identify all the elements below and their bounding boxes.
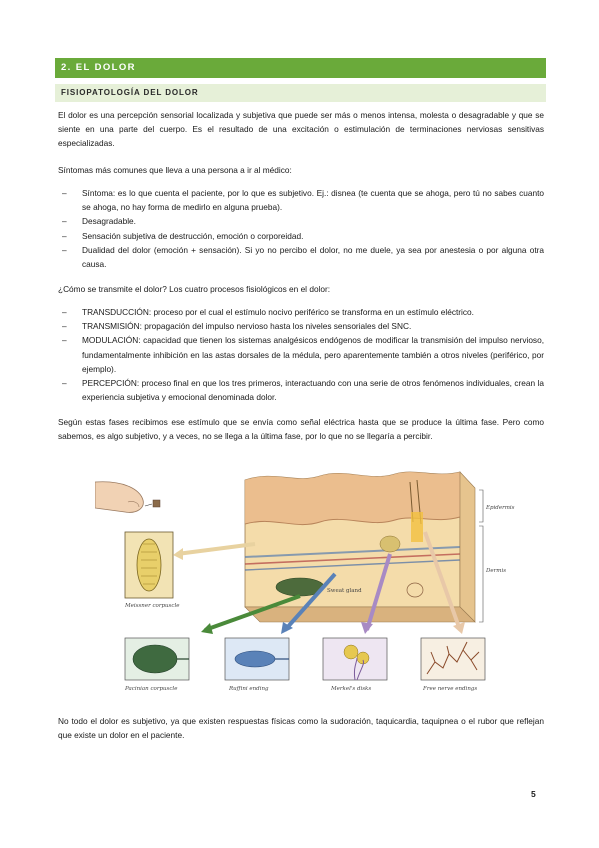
ruffini-label: Ruffini ending bbox=[229, 686, 269, 692]
page-number: 5 bbox=[531, 789, 536, 799]
list-item-text: TRANSMISIÓN: propagación del impulso nervioso hasta los niveles sensoriales del SNC. bbox=[82, 321, 412, 332]
free-nerve-inset bbox=[421, 638, 485, 692]
list-dash: – bbox=[62, 244, 67, 255]
skin-block bbox=[245, 472, 475, 622]
arrow-merkel-icon bbox=[361, 622, 373, 634]
list-item bbox=[58, 319, 544, 333]
free-nerve-label: Free nerve endings bbox=[423, 686, 478, 692]
list-item bbox=[58, 243, 544, 271]
meissner-inset bbox=[124, 532, 180, 609]
symptoms-heading: Síntomas más comunes que lleva a una persona a ir al médico: bbox=[58, 165, 292, 175]
merkel-label: Merkel's disks bbox=[331, 686, 372, 692]
list-dash: – bbox=[62, 230, 67, 241]
list-item-text: Desagradable. bbox=[82, 216, 136, 227]
list-item-text: Sensación subjetiva de destrucción, emoción o corporeidad. bbox=[82, 230, 304, 241]
subsection-heading: FISIOPATOLOGÍA DEL DOLOR bbox=[55, 84, 546, 102]
list-item bbox=[58, 305, 544, 319]
list-dash: – bbox=[62, 307, 67, 317]
list-dash: – bbox=[62, 378, 67, 389]
finger-illustration bbox=[95, 482, 160, 513]
intro-paragraph: El dolor es una percepción sensorial localizada y subjetiva que puede ser más o menos intensa, molesta o desagradable y que se siente en una parte del cuerpo. Es el resultado de una excitación o estimulación de terminaciones nerviosas sensitivas especializadas. bbox=[58, 110, 544, 149]
symptoms-list bbox=[58, 186, 544, 271]
ruffini-inset bbox=[225, 638, 289, 692]
sweat-gland-label: Sweat gland bbox=[327, 588, 362, 594]
merkel-inset bbox=[323, 638, 387, 692]
arrow-pacinian-icon bbox=[201, 623, 213, 634]
list-item bbox=[58, 376, 544, 404]
pacinian-label: Pacinian corpuscle bbox=[125, 686, 178, 692]
list-item-text: PERCEPCIÓN: proceso final en que los tres primeros, interactuando con una serie de otros fenómenos individuales, crean la experiencia subjetiva y emocional denominada dolor. bbox=[82, 378, 544, 403]
list-dash: – bbox=[62, 321, 67, 332]
process-list bbox=[58, 305, 544, 404]
list-item bbox=[58, 186, 544, 214]
list-dash: – bbox=[62, 335, 67, 346]
list-item-text: TRANSDUCCIÓN: proceso por el cual el estímulo nocivo periférico se transforma en un estímulo eléctrico. bbox=[82, 307, 474, 317]
skin-receptors-figure bbox=[95, 462, 525, 697]
list-item bbox=[58, 333, 544, 376]
list-item-text: MODULACIÓN: capacidad que tienen los sistemas analgésicos endógenos de modificar la transmisión del impulso nervioso, fundamentalmente inhibición en las astas dorsales de la médula, pero aparentemente también a otros niveles (periférico, por ejemplo). bbox=[82, 335, 544, 374]
list-item-text: Síntoma: es lo que cuenta el paciente, por lo que es subjetivo. Ej.: disnea (te cuenta que se ahoga, pero tú no sabes cuanto se ahoga, no hay forma de medirlo en alguna prueba). bbox=[82, 188, 544, 213]
closing-paragraph: No todo el dolor es subjetivo, ya que existen respuestas físicas como la sudoración, taquicardia, taquipnea o el rubor que reflejan que existe un dolor en el paciente. bbox=[58, 716, 544, 741]
arrow-meissner-icon bbox=[173, 548, 183, 560]
list-item bbox=[58, 214, 544, 228]
list-dash: – bbox=[62, 216, 67, 227]
dermis-label: Dermis bbox=[486, 568, 507, 574]
section-heading: 2. EL DOLOR bbox=[55, 58, 546, 78]
process-heading: ¿Cómo se transmite el dolor? Los cuatro procesos fisiológicos en el dolor: bbox=[58, 284, 331, 294]
list-item-text: Dualidad del dolor (emoción + sensación). Si yo no percibo el dolor, no me duele, ya sea por anestesia o por alguna otra causa. bbox=[82, 244, 544, 270]
pacinian-inset bbox=[124, 638, 189, 692]
phases-paragraph: Según estas fases recibimos ese estímulo que se envía como señal eléctrica hasta que se produce la última fase. Pero como sabemos, es algo subjetivo, y a veces, no se llega a la última fase, por lo que no se llegaría a percibir. bbox=[58, 417, 544, 442]
epidermis-label: Epidermis bbox=[486, 505, 515, 511]
list-item bbox=[58, 229, 544, 243]
list-dash: – bbox=[62, 188, 67, 198]
meissner-label: Meissner corpuscle bbox=[125, 603, 180, 609]
